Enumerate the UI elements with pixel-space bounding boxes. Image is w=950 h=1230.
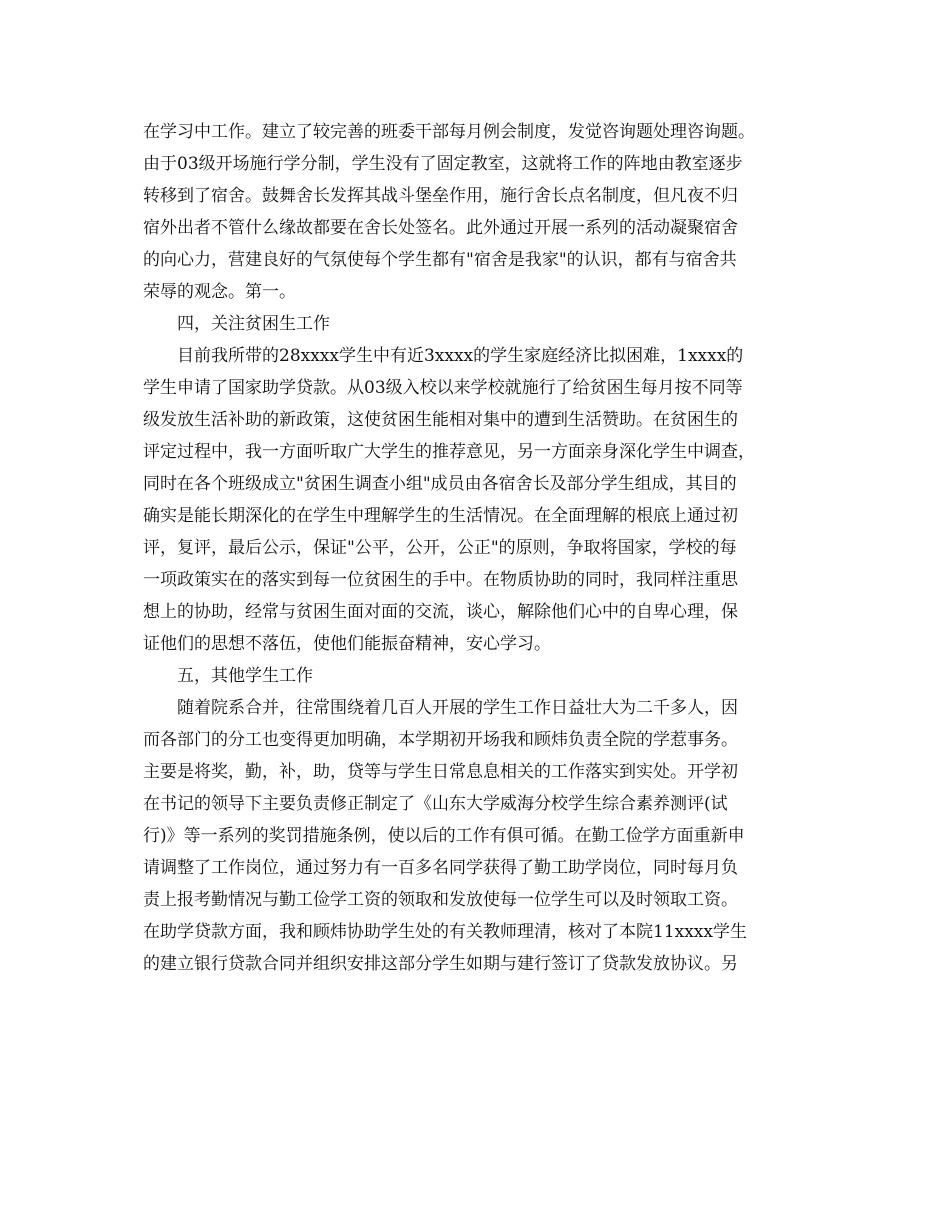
text-line: 责上报考勤情况与勤工俭学工资的领取和发放使每一位学生可以及时领取工资。	[143, 890, 738, 910]
text-line: 评定过程中，我一方面听取广大学生的推荐意见，另一方面亲身深化学生中调查，	[143, 442, 755, 462]
text-line: 在书记的领导下主要负责修正制定了《山东大学威海分校学生综合素养测评(试	[143, 794, 728, 814]
paragraph-start-line: 目前我所带的28xxxx学生中有近3xxxx的学生家庭经济比拟困难，1xxxx的	[177, 346, 744, 366]
text-line: 的向心力，营建良好的气氛使每个学生都有"宿舍是我家"的认识，都有与宿舍共	[143, 250, 737, 270]
text-line: 转移到了宿舍。鼓舞舍长发挥其战斗堡垒作用，施行舍长点名制度，但凡夜不归	[143, 186, 738, 206]
text-line: 在学习中工作。建立了较完善的班委干部每月例会制度，发觉咨询题处理咨询题。	[143, 122, 755, 142]
paragraph-start-line: 随着院系合并，往常围绕着几百人开展的学生工作日益壮大为二千多人，因	[177, 698, 738, 718]
text-line: 学生申请了国家助学贷款。从03级入校以来学校就施行了给贫困生每月按不同等	[143, 378, 743, 398]
text-line: 评，复评，最后公示，保证"公平，公开，公正"的原则，争取将国家，学校的每	[143, 538, 737, 558]
text-line: 行)》等一系列的奖罚措施条例，使以后的工作有俱可循。在勤工俭学方面重新申	[143, 826, 745, 846]
text-line: 由于03级开场施行学分制，学生没有了固定教室，这就将工作的阵地由教室逐步	[143, 154, 743, 174]
text-line: 宿外出者不管什么缘故都要在舍长处签名。此外通过开展一系列的活动凝聚宿舍	[143, 218, 738, 238]
text-line: 的建立银行贷款合同并组织安排这部分学生如期与建行签订了贷款发放协议。另	[143, 954, 738, 974]
text-line: 而各部门的分工也变得更加明确，本学期初开场我和顾炜负责全院的学惹事务。	[143, 730, 738, 750]
paragraph-start-line: 四，关注贫困生工作	[177, 314, 330, 334]
text-line: 荣辱的观念。第一。	[143, 282, 296, 302]
text-line: 在助学贷款方面，我和顾炜协助学生处的有关教师理清，核对了本院11xxxx学生	[143, 922, 747, 942]
text-line: 级发放生活补助的新政策，这使贫困生能相对集中的遭到生活赞助。在贫困生的	[143, 410, 738, 430]
text-line: 主要是将奖，勤，补，助，贷等与学生日常息息相关的工作落实到实处。开学初	[143, 762, 738, 782]
document-body	[143, 116, 808, 980]
text-line: 确实是能长期深化的在学生中理解学生的生活情况。在全面理解的根底上通过初	[143, 506, 738, 526]
text-line: 证他们的思想不落伍，使他们能振奋精神，安心学习。	[143, 634, 551, 654]
text-line: 一项政策实在的落实到每一位贫困生的手中。在物质协助的同时，我同样注重思	[143, 570, 738, 590]
text-line: 想上的协助，经常与贫困生面对面的交流，谈心，解除他们心中的自卑心理，保	[143, 602, 738, 622]
text-line: 同时在各个班级成立"贫困生调查小组"成员由各宿舍长及部分学生组成，其目的	[143, 474, 737, 494]
text-line: 请调整了工作岗位，通过努力有一百多名同学获得了勤工助学岗位，同时每月负	[143, 858, 738, 878]
paragraph-start-line: 五，其他学生工作	[177, 666, 313, 686]
